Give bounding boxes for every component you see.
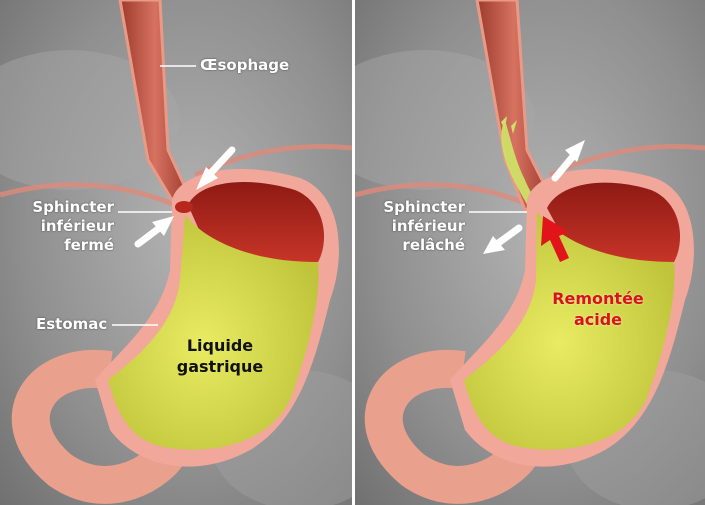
label-line: fermé [64, 236, 114, 254]
closed-sphincter [175, 201, 193, 213]
label-line: relâché [402, 236, 465, 254]
label-sphincter-relaxed [369, 198, 465, 255]
label-stomach: Estomac [36, 315, 108, 333]
label-line: Remontée [552, 289, 644, 308]
label-line: inférieur [40, 217, 114, 235]
label-sphincter-closed [18, 198, 114, 255]
right-panel-relaxed-sphincter [355, 0, 705, 505]
left-panel-closed-sphincter [0, 0, 352, 505]
label-line: inférieur [391, 217, 465, 235]
label-oesophagus: Œsophage [200, 56, 290, 74]
label-gastric-fluid [170, 335, 270, 377]
label-line: Sphincter [383, 198, 465, 216]
label-line: acide [573, 310, 623, 329]
label-line: gastrique [176, 357, 264, 376]
label-line: Liquide [186, 336, 254, 355]
label-acid-reflux [543, 288, 653, 330]
label-line: Sphincter [32, 198, 114, 216]
